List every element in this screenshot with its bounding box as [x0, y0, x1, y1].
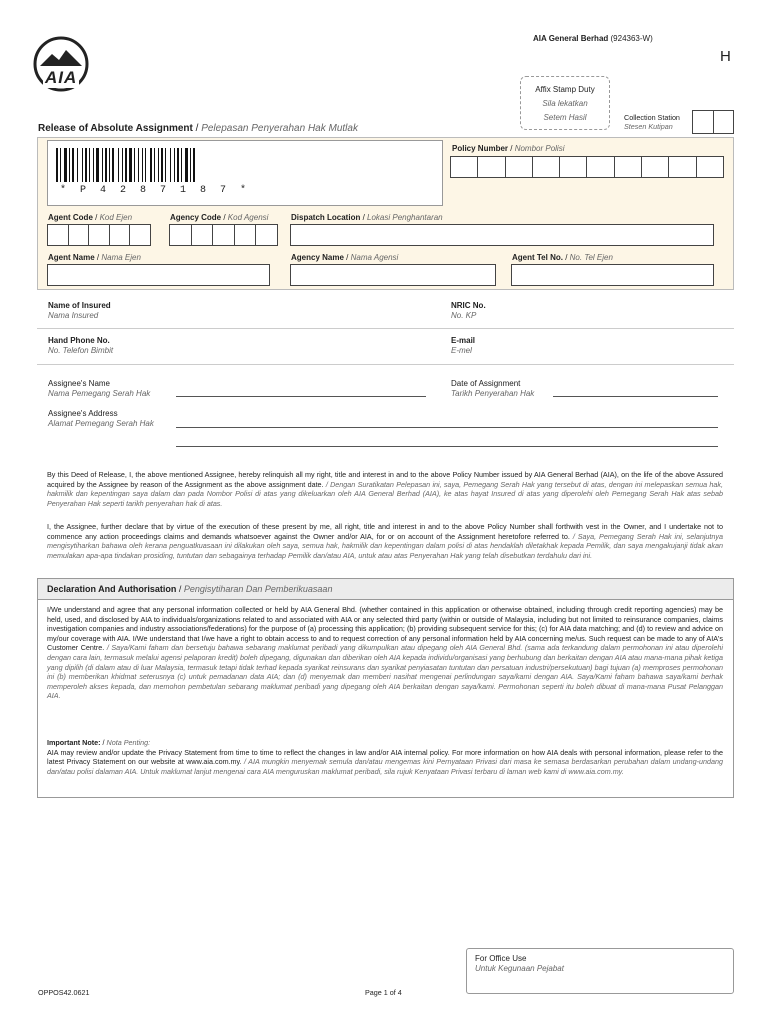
agency-code-field[interactable] — [169, 224, 278, 246]
email-ms: E-mel — [451, 346, 472, 355]
assignee-address-ms: Alamat Pemegang Serah Hak — [48, 419, 154, 428]
logo-text: AIA — [45, 68, 78, 87]
office-use-en: For Office Use — [475, 954, 527, 963]
assignee-address-en: Assignee's Address — [48, 409, 118, 418]
declare-paragraph-en: I, the Assignee, further declare that by virtue of the execution of these present by me, all right, title and interest in and to the above Policy Number shall forthwith vest in the Owner, and I undertake not to commence any action proceedings claims and demands whatsoever against the Owner and/or AIA, for or on account of the Assignment heretofore referred to. — [47, 522, 723, 541]
agent-tel-ms: No. Tel Ejen — [569, 253, 613, 262]
assignee-address-label — [48, 409, 154, 429]
insured-name-label — [48, 301, 111, 321]
declaration-paragraph-en: I/We understand and agree that any personal information collected or held by AIA General Bhd. (whether contained in this application or otherwise obtained, including through credit reporting agencies) may be held, used, and disclosed by AIA to individuals/organizations related to and associated with AIA or any selected third party (within or outside of Malaysia, including but not limited to reinsurance companies, claims investigation companies and industry associations/federations) for the purpose of (a) processing this application; (b) providing subsequent service for this; (c) for AIA data matching; and (d) to review and advice on my/our coverage with AIA. I/We understand that I/we have a right to obtain access to and to request correction of any personal information held by AIA concerning me/us. Such request can be made to any of AIA's Customer Centre. — [47, 605, 723, 653]
agency-name-field[interactable] — [290, 264, 496, 286]
release-paragraph-ms: / Dengan Suratikatan Pelepasan ini, saya, Pemegang Serah Hak yang tersebut di atas, dengan ini melepaskan semua hak, hakmilik dan kepentingan saya dalam dan pada Nombor Polisi di atas yang dikeluarkan oleh AIA General Berhad (AIA), ke atas hayat Insured di atas yang diperolehi oleh Pemegang Serah Hak atas sebab Penyerahan Hak seperti tarikh penyerahan hak di atas. — [47, 479, 723, 508]
release-paragraph-en: By this Deed of Release, I, the above mentioned Assignee, hereby relinquish all my right, title and interest in and to the above Policy Number issued by AIA General Berhad (AIA), on the life of the above Assured acquired by the Assignee by reason of the Assignment as the above assignment date. — [47, 470, 723, 489]
form-title — [38, 123, 358, 134]
agency-code-label: Agency Code / Kod Agensi — [170, 213, 269, 222]
company-reg: (924363-W) — [610, 34, 653, 43]
stamp-line2: Sila lekatkan — [542, 99, 588, 108]
agency-code-en: Agency Code — [170, 213, 222, 222]
title-ms: Pelepasan Penyerahan Hak Mutlak — [201, 123, 358, 134]
declaration-heading-en: Declaration And Authorisation — [47, 584, 177, 594]
declaration-paragraph — [47, 605, 723, 701]
insured-name-en: Name of Insured — [48, 301, 111, 310]
nric-label — [451, 301, 486, 321]
phone-ms: No. Telefon Bimbit — [48, 346, 114, 355]
dispatch-label: Dispatch Location / Lokasi Penghantaran — [291, 213, 443, 222]
aia-logo — [32, 36, 90, 92]
office-use-box — [466, 948, 734, 994]
important-note: Important Note: / Nota Penting: AIA may review and/or update the Privacy Statement from time to time to reflect the changes in law and/or AIA internal policy. For more information on how AIA deals with personal information, please refer to the latest Privacy Statement on our website at www.aia.com.my. / AIA mungkin menyemak semula dan/atau mengemas kini Pernyataan Privasi dari masa ke semasa berdasarkan perubahan dalam undang-undang dan/atau polisi dalaman AIA. Untuk maklumat lanjut mengenai cara AIA menguruskan maklumat peribadi, sila rujuk Kenyataan Privasi terbaru di laman web kami di www.aia.com.my. — [47, 738, 724, 776]
agent-name-field[interactable] — [47, 264, 270, 286]
collection-station-field[interactable] — [692, 110, 734, 134]
note-ms: / AIA mungkin menyemak semula dan/atau mengemas kini Pernyataan Privasi dari masa ke semasa berdasarkan perubahan dalam undang-undang dan/atau polisi dalaman AIA. Untuk maklumat lanjut mengenai cara AIA menguruskan maklumat peribadi, sila rujuk Kenyataan Privasi terbaru di laman web kami di www.aia.com.my. — [47, 757, 724, 776]
assignee-name-label — [48, 379, 150, 399]
page-number: Page 1 of 4 — [365, 988, 402, 997]
agency-name-ms: Nama Agensi — [350, 253, 399, 262]
collection-station-ms: Stesen Kutipan — [624, 122, 673, 131]
agent-name-ms: Nama Ejen — [101, 253, 141, 262]
agent-tel-label: Agent Tel No. / No. Tel Ejen — [512, 253, 613, 262]
email-en: E-mail — [451, 336, 476, 345]
assignment-date-ms: Tarikh Penyerahan Hak — [451, 389, 535, 398]
divider-1 — [37, 328, 734, 329]
assignment-date-en: Date of Assignment — [451, 379, 521, 388]
phone-label — [48, 336, 113, 356]
agent-code-label: Agent Code / Kod Ejen — [48, 213, 133, 222]
assignee-address-line-2[interactable] — [176, 446, 718, 447]
agent-tel-en: Agent Tel No. — [512, 253, 563, 262]
divider-2 — [37, 364, 734, 365]
barcode-image — [56, 148, 246, 182]
insured-name-ms: Nama Insured — [48, 311, 99, 320]
agent-code-ms: Kod Ejen — [99, 213, 133, 222]
company-line — [533, 34, 653, 44]
assignee-name-en: Assignee's Name — [48, 379, 110, 388]
policy-number-label: Policy Number / Nombor Polisi — [452, 144, 565, 153]
dispatch-field[interactable] — [290, 224, 714, 246]
dispatch-en: Dispatch Location — [291, 213, 361, 222]
stamp-line1: Affix Stamp Duty — [535, 85, 595, 94]
policy-number-ms: Nombor Polisi — [514, 144, 565, 153]
declare-paragraph-ms: / Saya, Pemegang Serah Hak ini, selanjutnya mengisytiharkan bahawa oleh kerana penguatkuasaan ini dilakukan oleh saya, semua hak, hakmilik dan kepentingan dalam polisi di atas hendaklah diletakhak kepada Pemilik, dan saya mengakujanji tidak akan memulakan apa-apa tindakan prosiding, tuntutan dan sebagainya terhadap Pemilik dan/atau AIA, untuk atau atas Penyerahan Hak yang telah disebutkan terdahulu dari ini. — [47, 531, 723, 560]
agent-code-en: Agent Code — [48, 213, 93, 222]
form-letter: H — [720, 48, 731, 65]
declaration-heading-ms: Pengisytiharan Dan Pemberikuasaan — [183, 584, 333, 594]
assignment-date-line[interactable] — [553, 396, 718, 397]
declaration-header: Declaration And Authorisation / Pengisytiharan Dan Pemberikuasaan — [38, 579, 733, 600]
agent-name-en: Agent Name — [48, 253, 95, 262]
stamp-box — [520, 76, 610, 130]
assignment-date-label — [451, 379, 534, 399]
note-label-en: Important Note: — [47, 738, 101, 747]
agent-tel-field[interactable] — [511, 264, 714, 286]
declaration-paragraph-ms: / Saya/Kami faham dan bersetuju bahawa sebarang maklumat peribadi yang dikumpulkan atau dipegang oleh AIA General Bhd. (sama ada terkandung dalam permohonan ini atau diperolehi dengan cara lain, termasuk melalui agensi pelaporan kredit) boleh dipegang, digunakan dan diberikan oleh AIA kepada individu/organisasi yang berhubung dan berkaitan dengan AIA atau mana-mana pihak ketiga yang dipilih (di dalam atau di luar Malaysia, termasuk tetapi tidak terhad kepada syarikat reinsurans dan syarikat penyiasatan tuntutan dan persatuan industri/persekutuan) bagi tujuan (a) memproses permohonan ini (b) memberikan khidmat seterusnya (c) untuk pemadanan data AIA; dan (d) menyemak dan memberi nasihat mengenai perlindungan saya/kami dengan AIA. Saya/Kami faham bahawa saya/kami berhak memperoleh akses kepada, dan memohon pembetulan sebarang maklumat peribadi yang dipegang oleh AIA berkaitan dengan saya/kami. Permohonan seperti itu boleh dibuat di mana-mana Pusat Pelanggan AIA. — [47, 643, 723, 701]
assignee-name-ms: Nama Pemegang Serah Hak — [48, 389, 151, 398]
agency-code-ms: Kod Agensi — [227, 213, 269, 222]
agency-name-en: Agency Name — [291, 253, 344, 262]
company-name: AIA General Berhad — [533, 34, 609, 43]
declare-paragraph — [47, 522, 723, 560]
agent-code-field[interactable] — [47, 224, 151, 246]
note-en: AIA may review and/or update the Privacy Statement from time to time to reflect the changes in law and/or AIA internal policy. For more information on how AIA deals with personal information, please refer to the latest Privacy Statement on our website at www.aia.com.my. — [47, 747, 723, 767]
barcode-text: * P 4 2 8 7 1 8 7 * — [60, 185, 251, 196]
stamp-line3: Setem Hasil — [543, 113, 587, 122]
collection-station-label — [624, 113, 680, 131]
form-code: OPPOS42.0621 — [38, 988, 90, 997]
note-label-ms: Nota Penting: — [106, 738, 151, 747]
agent-name-label: Agent Name / Nama Ejen — [48, 253, 141, 262]
nric-en: NRIC No. — [451, 301, 486, 310]
collection-station-en: Collection Station — [624, 113, 680, 122]
policy-number-field[interactable] — [450, 156, 724, 178]
assignee-address-line-1[interactable] — [176, 427, 718, 428]
email-label — [451, 336, 475, 356]
nric-ms: No. KP — [451, 311, 477, 320]
title-sep: / — [192, 123, 202, 134]
release-paragraph — [47, 470, 723, 508]
office-use-ms: Untuk Kegunaan Pejabat — [475, 964, 564, 973]
title-en: Release of Absolute Assignment — [38, 123, 193, 134]
dispatch-ms: Lokasi Penghantaran — [367, 213, 443, 222]
policy-number-en: Policy Number — [452, 144, 509, 153]
agency-name-label: Agency Name / Nama Agensi — [291, 253, 399, 262]
assignee-name-line[interactable] — [176, 396, 426, 397]
phone-en: Hand Phone No. — [48, 336, 110, 345]
